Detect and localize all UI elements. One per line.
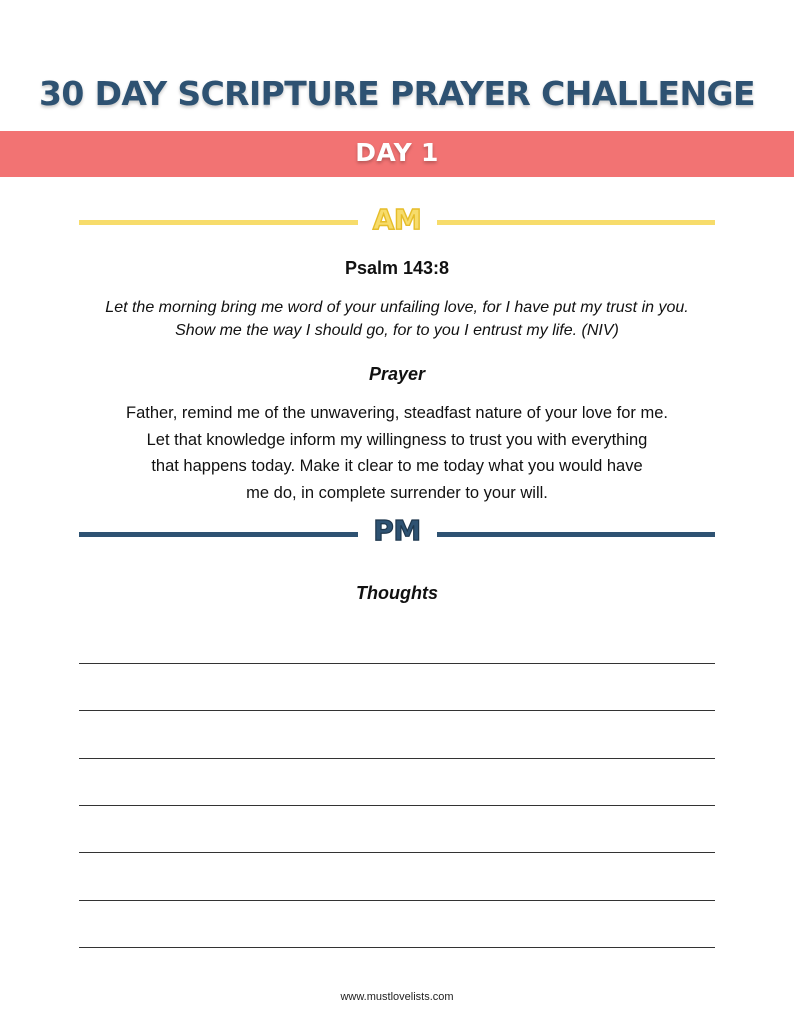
writing-line[interactable]	[79, 663, 715, 664]
page-title: 30 DAY SCRIPTURE PRAYER CHALLENGE	[39, 74, 755, 113]
footer-url: www.mustlovelists.com	[340, 991, 454, 1003]
prayer-heading: Prayer	[368, 364, 426, 384]
verse-line: Let the morning bring me word of your unfailing love, for I have put my trust in you.	[105, 299, 689, 316]
prayer-line: me do, in complete surrender to your will.	[246, 483, 548, 502]
writing-line[interactable]	[79, 947, 715, 948]
thoughts-heading: Thoughts	[356, 583, 438, 603]
pm-label: PM	[373, 514, 421, 547]
writing-line[interactable]	[79, 805, 715, 806]
prayer-text	[0, 400, 794, 506]
am-label: AM	[372, 203, 422, 236]
writing-line[interactable]	[79, 710, 715, 711]
prayer-line: Father, remind me of the unwavering, steadfast nature of your love for me.	[125, 404, 669, 422]
am-divider-right	[437, 220, 715, 225]
writing-line[interactable]	[79, 900, 715, 901]
scripture-verse	[0, 296, 794, 342]
prayer-line: Let that knowledge inform my willingness to trust you with everything	[146, 430, 648, 449]
day-label: DAY 1	[355, 138, 439, 167]
writing-line[interactable]	[79, 758, 715, 759]
writing-line[interactable]	[79, 852, 715, 853]
scripture-reference: Psalm 143:8	[344, 258, 450, 278]
prayer-line: that happens today. Make it clear to me today what you would have	[151, 457, 643, 475]
pm-divider-left	[79, 532, 358, 537]
am-divider-left	[79, 220, 358, 225]
verse-line: Show me the way I should go, for to you I entrust my life. (NIV)	[175, 322, 619, 339]
pm-divider-right	[437, 532, 715, 537]
